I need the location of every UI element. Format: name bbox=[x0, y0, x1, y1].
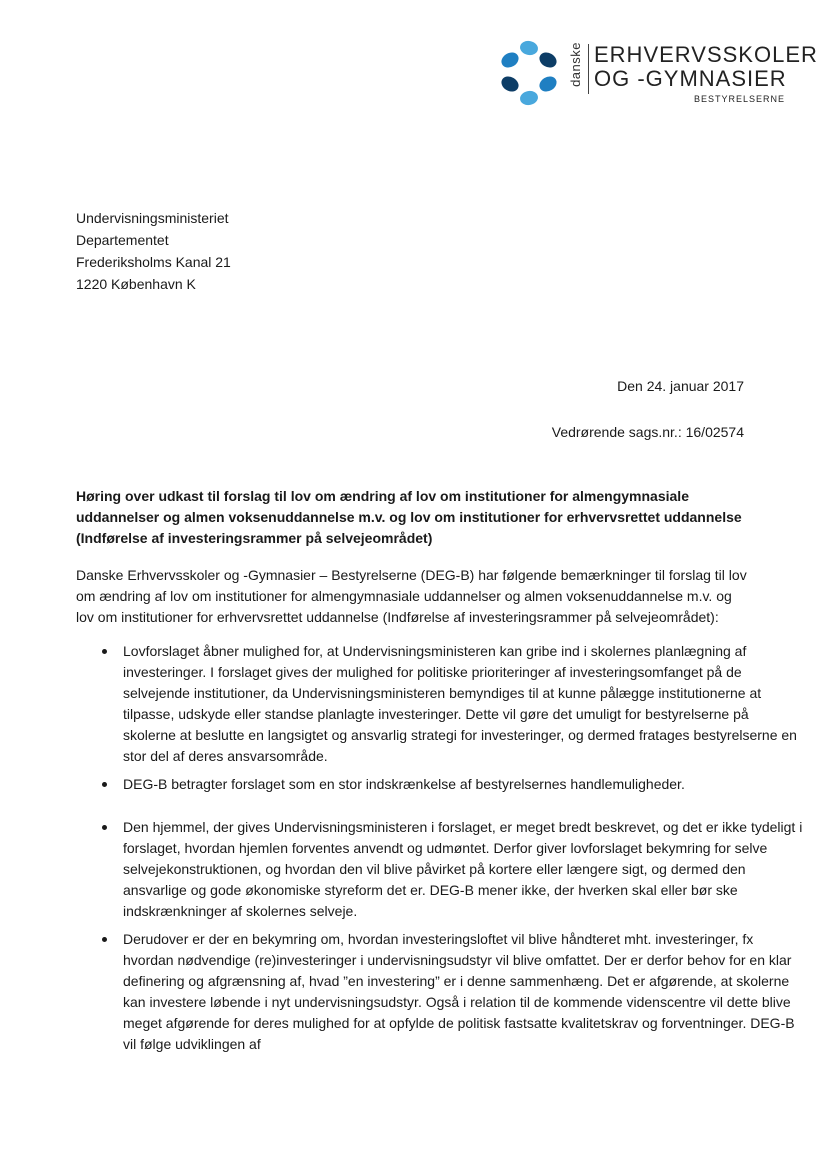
logo-subtitle: BESTYRELSERNE bbox=[694, 94, 786, 104]
address-line: Departementet bbox=[76, 232, 169, 248]
organization-logo-icon bbox=[498, 38, 560, 108]
list-item bbox=[76, 817, 803, 922]
bullet-icon bbox=[102, 649, 107, 654]
list-item bbox=[76, 641, 803, 767]
bullet-icon bbox=[102, 782, 107, 787]
intro-paragraph: Danske Erhvervsskoler og -Gymnasier – Bestyrelserne (DEG-B) har følgende bemærkninger til forslag til lov om ændring af lov om institutioner for almengymnasiale uddannelser og almen voksenuddannelse m.v. og lov om institutioner for erhvervsrettet uddannelse (Indførelse af investeringsrammer på selvejeområdet): bbox=[76, 567, 747, 625]
list-item-text: Den hjemmel, der gives Undervisningsministeren i forslaget, er meget bredt beskrevet, og det er ikke tydeligt i forslaget, hvordan hjemlen forventes anvendt og udmøntet. Derfor giver lovforslaget bekymring for selve selvejekonstruktionen, og hvordan den vil blive påvirket på kortere eller længere sigt, og dermed den ansvarlige og gode økonomiske styreform det er. DEG-B mener ikke, der hverken skal eller bør ske indskrænkninger af skolernes selveje. bbox=[123, 819, 803, 919]
bullet-icon bbox=[102, 937, 107, 942]
logo-divider bbox=[588, 44, 589, 94]
address-line: 1220 København K bbox=[76, 276, 196, 292]
letter-date: Den 24. januar 2017 bbox=[617, 378, 744, 394]
list-item bbox=[76, 929, 803, 1055]
list-item-text: DEG-B betragter forslaget som en stor indskrænkelse af bestyrelsernes handlemuligheder. bbox=[123, 776, 685, 792]
list-item-text: Derudover er der en bekymring om, hvordan investeringsloftet vil blive håndteret mht. investeringer, fx hvordan nødvendige (re)investeringer i undervisningsudstyr vil blive omfattet. Der er derfor behov for en klar definering og afgrænsning af, hvad ”en investering” er i denne sammenhæng. Det er afgørende, at skolerne kan investere løbende i nyt undervisningsudstyr. Også i relation til de kommende videnscentre vil dette blive meget afgørende for deres mulighed for at opfylde de politisk fastsatte kvalitetskrav og forventninger. DEG-B vil følge udviklingen af bbox=[123, 931, 795, 1052]
list-item bbox=[76, 774, 803, 795]
case-number: Vedrørende sags.nr.: 16/02574 bbox=[551, 424, 744, 440]
address-line: Frederiksholms Kanal 21 bbox=[76, 254, 231, 270]
recipient-address bbox=[76, 207, 231, 295]
logo-title-line2: OG -GYMNASIER bbox=[594, 66, 787, 91]
address-line: Undervisningsministeriet bbox=[76, 210, 229, 226]
logo-title-line1: ERHVERVSSKOLER bbox=[594, 42, 818, 67]
logo-danske-text: danske bbox=[568, 42, 583, 87]
list-item-text: Lovforslaget åbner mulighed for, at Undervisningsministeren kan gribe ind i skolernes planlægning af investeringer. I forslaget gives der mulighed for politiske prioriteringer af investeringsomfanget på de selvejende institutioner, da Undervisningsministeren bemyndiges til at kunne pålægge institutionerne at tilpasse, udskyde eller standse planlagte investeringer. Dette vil gøre det umuligt for bestyrelserne på skolerne at beslutte en langsigtet og ansvarlig strategi for investeringer, og dermed fratages bestyrelserne en stor del af deres ansvarsområde. bbox=[123, 643, 797, 764]
letter-heading: Høring over udkast til forslag til lov om ændring af lov om institutioner for almengymnasiale uddannelser og almen voksenuddannelse m.v. og lov om institutioner for erhvervsrettet uddannelse (Indførelse af investeringsrammer på selvejeområdet) bbox=[76, 488, 742, 546]
bullet-icon bbox=[102, 825, 107, 830]
